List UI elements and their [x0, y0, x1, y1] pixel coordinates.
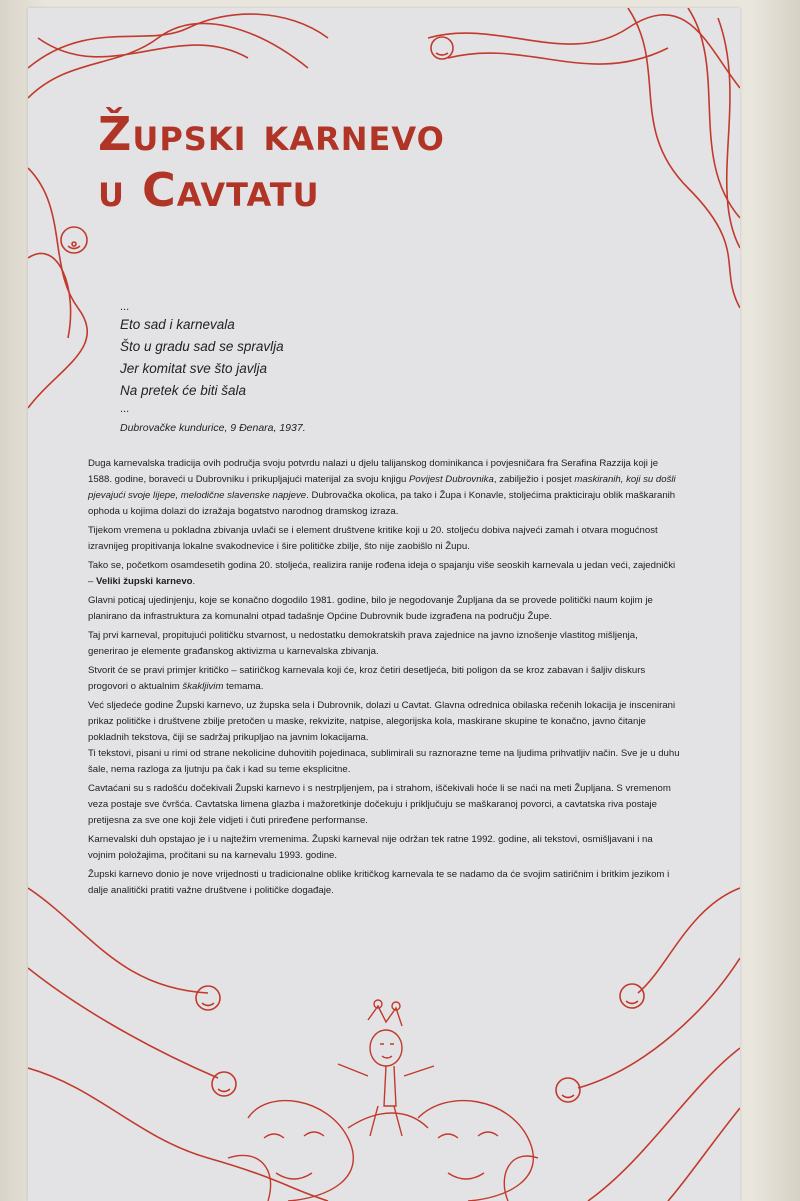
verse-line: Na pretek će biti šala — [120, 383, 247, 398]
poster-title — [98, 106, 445, 218]
title-line-1: Župski karnevo — [98, 107, 445, 161]
paragraph: Župski karnevo donio je nove vrijednosti u tradicionalne oblike kritičkog karnevala te se nadamo da će svojim satiričnim i britkim jezikom i dalje analitički pratiti važne društvene i političke događaje. — [88, 869, 670, 896]
verse-ellipsis-bottom: ... — [120, 403, 130, 415]
book-title: Povijest Dubrovnika — [409, 474, 494, 485]
paragraph — [88, 558, 680, 590]
paragraph-text: . Dubrovačka okolica, pa tako i Župa i Konavle, stoljećima prakticiraju oblik maškaranih ophoda u kojima dolazi do izražaja bogatstvo narodnog dramskog izraza. — [88, 490, 676, 517]
verse-quote — [120, 300, 306, 436]
paragraph-text: Stvorit će se pravi primjer kritičko – satiričkog karnevala koji će, kroz četiri desetljeća, biti poligon da se kroz zabavan i šaljiv diskurs progovori o aktualnim — [88, 665, 646, 692]
paragraph-text: temama. — [223, 681, 264, 692]
verse-ellipsis-top: ... — [120, 301, 130, 313]
masks-illustration — [228, 1101, 538, 1201]
bell-icon — [620, 984, 644, 1008]
body-text — [88, 456, 680, 902]
paragraph: Već sljedeće godine Župski karnevo, uz župska sela i Dubrovnik, dolazi u Cavtat. Glavna odrednica obilaska rečenih lokacija je inscenirani prikaz političke i društvene zbilje pretočen u maske, rekvizite, natpise, alegorijska kola, maskirane skupine te konačno, javno čitanje pokladnih tekstova, čiji se sadržaj prikupljao na javnim lokacijama. — [88, 700, 676, 743]
exhibition-poster — [28, 8, 740, 1201]
verse-line: Eto sad i karnevala — [120, 317, 235, 332]
bell-icon — [212, 1072, 236, 1096]
paragraph-text: . — [192, 576, 196, 587]
paragraph: Cavtaćani su s radošću dočekivali Župski karnevo i s nestrpljenjem, pa i strahom, iščekivali hoće li se naći na meti Župljana. S vremenom veza postaje sve čvršća. Cavtatska limena glazba i mažoretkinje dočekuju i priključuju se maškaranoj povorci, a cavtatska riva postaje pretijesna za sve one koji žele vidjeti i čuti priređene performanse. — [88, 783, 671, 826]
verse-source: Dubrovačke kundurice, 9 Đenara, 1937. — [120, 422, 306, 434]
bell-icon — [61, 227, 87, 253]
paragraph: Taj prvi karneval, propitujući političku stvarnost, u nedostatku demokratskih prava zajednice na javno iznošenje vlastitog mišljenja, generirao je elemente građanskog aktivizma u karnevalska zbivanja. — [88, 630, 638, 657]
paragraph — [88, 456, 680, 520]
bell-icon — [196, 986, 220, 1010]
verse-line: Što u gradu sad se spravlja — [120, 339, 284, 354]
emphasis-text: škakljivim — [182, 681, 224, 692]
paragraph: Tijekom vremena u pokladna zbivanja uvlači se i element društvene kritike koji u 20. stoljeću dobiva najveći zamah i otvara mogućnost izravnijeg propitivanja lokalne svakodnevice i šire političke zbilje, što nije zaobišlo ni Župu. — [88, 525, 658, 552]
verse-line: Jer komitat sve što javlja — [120, 361, 268, 376]
paragraph-text: Duga karnevalska tradicija ovih područja svoju potvrdu nalazi u djelu talijanskog dominikanca i povjesničara fra Serafina Razzija koji je 1588. godine, boraveći u Dubrovniku i prikupljajući materijal za svoju knjigu — [88, 458, 659, 485]
paragraph: Karnevalski duh opstajao je i u najtežim vremenima. Župski karneval nije održan tek ratne 1992. godine, ali tekstovi, osmišljavani i na vojnim položajima, pročitani su na karnevalu 1993. godine. — [88, 834, 653, 861]
paragraph: Glavni poticaj ujedinjenju, koje se konačno dogodilo 1981. godine, bilo je negodovanje Župljana da se provede politički naum kojim je planirano da infrastruktura za komunalni otpad tadašnje Općine Dubrovnik bude izgrađena na području Župe. — [88, 595, 653, 622]
highlight-text: Veliki župski karnevo — [96, 576, 193, 587]
paragraph-text: , zabilježio i posjet — [493, 474, 575, 485]
paragraph-text: Tako se, početkom osamdesetih godina 20. stoljeća, realizira ranije rođena ideja o spajanju više seoskih karnevala u jedan veći, zajednički – — [88, 560, 676, 587]
quote-text: maskiranih, koji su došli pjevajući svoje lijepe, melodične slavenske napjeve — [88, 474, 676, 501]
paragraph — [88, 663, 680, 695]
bell-icon — [431, 37, 453, 59]
title-line-2: u Cavtatu — [98, 163, 320, 217]
bell-icon — [556, 1078, 580, 1102]
paragraph: Ti tekstovi, pisani u rimi od strane nekolicine duhovitih pojedinaca, sublimirali su raznorazne teme na ljudima prihvatljiv način. Sve je u duhu šale, nema razloga za ljutnju pa čak i kad su teme eksplicitne. — [88, 748, 680, 775]
